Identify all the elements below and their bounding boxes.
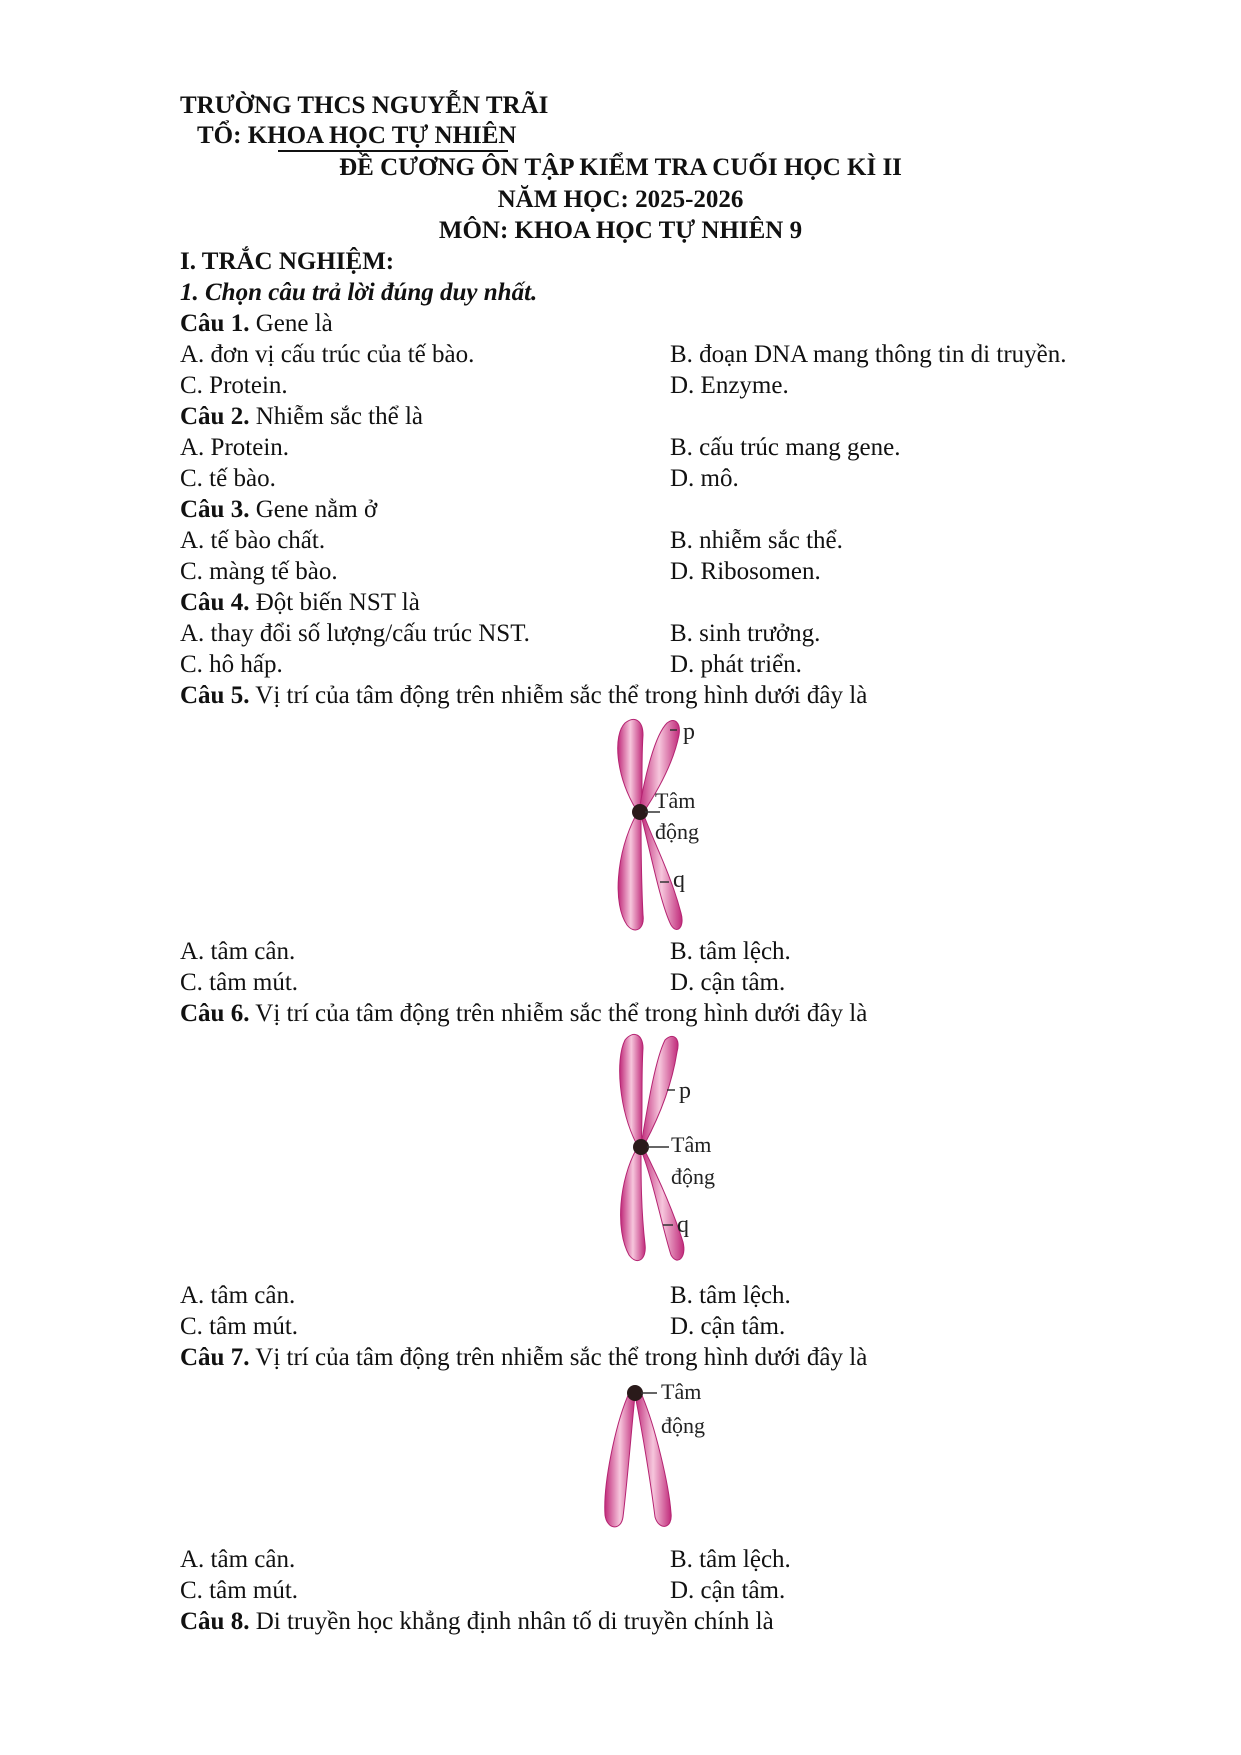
centromere-dot bbox=[633, 1139, 649, 1155]
q5-option-a: A. tâm cân. bbox=[180, 938, 296, 965]
question-7: Câu 7. Vị trí của tâm động trên nhiễm sắc thể trong hình dưới đây là bbox=[180, 1344, 868, 1371]
metacentric-chromosome-figure bbox=[575, 715, 735, 940]
q3-option-a: A. tế bào chất. bbox=[180, 527, 326, 554]
q1-option-a: A. đơn vị cấu trúc của tế bào. bbox=[180, 341, 475, 368]
q2-option-c: C. tế bào. bbox=[180, 465, 276, 492]
section-instruction: 1. Chọn câu trả lời đúng duy nhất. bbox=[180, 279, 538, 306]
centromere-dot bbox=[627, 1385, 643, 1401]
centromere-label-line1: Tâm bbox=[661, 1379, 702, 1404]
q6-option-a: A. tâm cân. bbox=[180, 1282, 296, 1309]
p-arm-label: p bbox=[679, 1078, 691, 1104]
q7-option-b: B. tâm lệch. bbox=[670, 1546, 791, 1573]
question-4: Câu 4. Đột biến NST là bbox=[180, 589, 420, 616]
q6-option-b: B. tâm lệch. bbox=[670, 1282, 791, 1309]
q2-option-d: D. mô. bbox=[670, 465, 739, 492]
question-3: Câu 3. Gene nằm ở bbox=[180, 496, 378, 523]
q2-option-a: A. Protein. bbox=[180, 434, 290, 461]
department-name: TỔ: KHOA HỌC TỰ NHIÊN bbox=[197, 122, 517, 149]
q3-option-d: D. Ribosomen. bbox=[670, 558, 821, 585]
q2-option-b: B. cấu trúc mang gene. bbox=[670, 434, 901, 461]
document-title: ĐỀ CƯƠNG ÔN TẬP KIỂM TRA CUỐI HỌC KÌ II bbox=[339, 154, 902, 181]
q5-option-d: D. cận tâm. bbox=[670, 969, 786, 996]
q3-option-c: C. màng tế bào. bbox=[180, 558, 338, 585]
q3-option-b: B. nhiễm sắc thể. bbox=[670, 527, 843, 554]
centromere-label-line1: Tâm bbox=[671, 1132, 712, 1157]
question-1: Câu 1. Gene là bbox=[180, 310, 333, 337]
centromere-label-line2: động bbox=[661, 1413, 705, 1438]
q1-option-d: D. Enzyme. bbox=[670, 372, 789, 399]
q1-option-c: C. Protein. bbox=[180, 372, 288, 399]
centromere-label-line2: động bbox=[671, 1164, 715, 1189]
school-name: TRƯỜNG THCS NGUYỄN TRÃI bbox=[180, 92, 549, 119]
centromere-label-line1: Tâm bbox=[655, 788, 696, 813]
q1-option-b: B. đoạn DNA mang thông tin di truyền. bbox=[670, 341, 1067, 368]
question-8: Câu 8. Di truyền học khẳng định nhân tố di truyền chính là bbox=[180, 1608, 774, 1635]
q4-option-d: D. phát triển. bbox=[670, 651, 802, 678]
q-arm-label: q bbox=[673, 867, 685, 893]
section-heading: I. TRẮC NGHIỆM: bbox=[180, 248, 395, 275]
q6-option-c: C. tâm mút. bbox=[180, 1313, 299, 1340]
q6-option-d: D. cận tâm. bbox=[670, 1313, 786, 1340]
centromere-label-line2: động bbox=[655, 819, 699, 844]
q-arm-label: q bbox=[677, 1212, 689, 1238]
question-5: Câu 5. Vị trí của tâm động trên nhiễm sắc thể trong hình dưới đây là bbox=[180, 682, 868, 709]
school-year: NĂM HỌC: 2025-2026 bbox=[497, 186, 744, 213]
subject-line: MÔN: KHOA HỌC TỰ NHIÊN 9 bbox=[438, 217, 803, 244]
telocentric-chromosome-figure bbox=[585, 1375, 735, 1535]
q4-option-b: B. sinh trưởng. bbox=[670, 620, 821, 647]
question-2: Câu 2. Nhiễm sắc thể là bbox=[180, 403, 424, 430]
q7-option-a: A. tâm cân. bbox=[180, 1546, 296, 1573]
q4-option-c: C. hô hấp. bbox=[180, 651, 283, 678]
q4-option-a: A. thay đổi số lượng/cấu trúc NST. bbox=[180, 620, 530, 647]
submetacentric-chromosome-figure bbox=[575, 1030, 735, 1270]
q7-option-c: C. tâm mút. bbox=[180, 1577, 299, 1604]
q7-option-d: D. cận tâm. bbox=[670, 1577, 786, 1604]
p-arm-label: p bbox=[683, 719, 695, 745]
q5-option-b: B. tâm lệch. bbox=[670, 938, 791, 965]
question-6: Câu 6. Vị trí của tâm động trên nhiễm sắc thể trong hình dưới đây là bbox=[180, 1000, 868, 1027]
q5-option-c: C. tâm mút. bbox=[180, 969, 299, 996]
